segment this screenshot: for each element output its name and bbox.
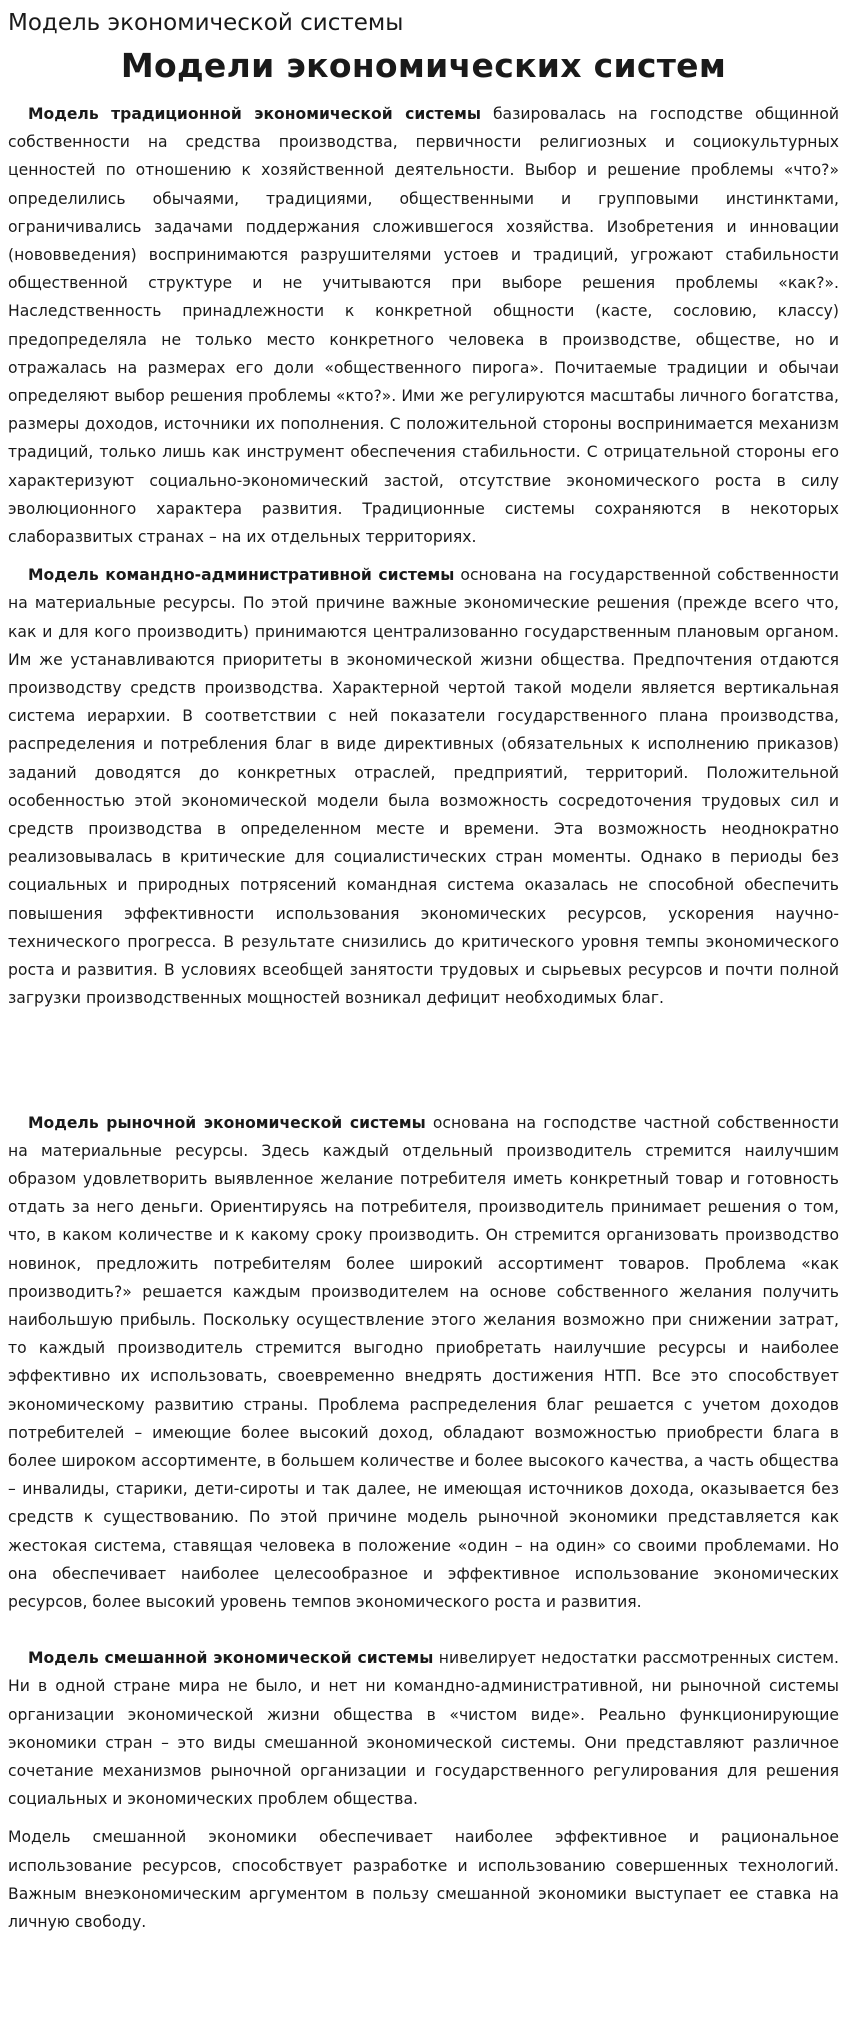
paragraph-mixed: [8, 1644, 839, 1813]
term-traditional: Модель традиционной экономической системы: [28, 105, 481, 123]
spacer: [8, 1013, 839, 1109]
text-traditional: базировалась на господстве общинной собственности на средства производства, первичности религиозных и социокультурных ценностей по отношению к хозяйственной деятельности. Выбор и решение проблемы «что?» определились обычаями, традициями, общественными и групповыми инстинктами, ограничивались задачами поддержания сложившегося хозяйства. Изобретения и инновации (нововведения) воспринимаются разрушителями устоев и традиций, угрожают стабильности общественной структуре и не учитываются при выборе решения проблемы «как?». Наследственность принадлежности к конкретной общности (касте, сословию, классу) предопределяла не только место конкретного человека в производстве, обществе, но и отражалась на размерах его доли «общественного пирога». Почитаемые традиции и обычаи определяют выбор решения проблемы «кто?». Ими же регулируются масштабы личного богатства, размеры доходов, источники их пополнения. С положительной стороны воспринимается механизм традиций, только лишь как инструмент обеспечения стабильности. С отрицательной стороны его характеризуют социально-экономический застой, отсутствие экономического роста в силу эволюционного характера развития. Традиционные системы сохраняются в некоторых слаборазвитых странах – на их отдельных территориях.: [8, 105, 839, 547]
paragraph-command: [8, 561, 839, 1012]
text-command: основана на государственной собственности на материальные ресурсы. По этой причине важные экономические решения (прежде всего что, как и для кого производить) принимаются централизованно государственным плановым органом. Им же устанавливаются приоритеты в экономической жизни общества. Предпочтения отдаются производству средств производства. Характерной чертой такой модели является вертикальная система иерархии. В соответствии с ней показатели государственного плана производства, распределения и потребления благ в виде директивных (обязательных к исполнению приказов) заданий доводятся до конкретных отраслей, предприятий, территорий. Положительной особенностью этой экономической модели была возможность сосредоточения трудовых сил и средств производства в определенном месте и времени. Эта возможность неоднократно реализовывалась в критические для социалистических стран моменты. Однако в периоды без социальных и природных потрясений командная система оказалась не способной обеспечить повышения эффективности использования экономических ресурсов, ускорения научно-технического прогресса. В результате снизились до критического уровня темпы экономического роста и развития. В условиях всеобщей занятости трудовых и сырьевых ресурсов и почти полной загрузки производственных мощностей возникал дефицит необходимых благ.: [8, 566, 839, 1008]
text-market: основана на господстве частной собственности на материальные ресурсы. Здесь каждый отдельный производитель стремится наилучшим образом удовлетворить выявленное желание потребителя иметь конкретный товар и готовность отдать за него деньги. Ориентируясь на потребителя, производитель принимает решения о том, что, в каком количестве и к какому сроку производить. Он стремится организовать производство новинок, предложить потребителям более широкий ассортимент товаров. Проблема «как производить?» решается каждым производителем на основе собственного желания получить наибольшую прибыль. Поскольку осуществление этого желания возможно при снижении затрат, то каждый производитель стремится выгодно приобретать наилучшие ресурсы и наиболее эффективно их использовать, своевременно внедрять достижения НТП. Все это способствует экономическому развитию страны. Проблема распределения благ решается с учетом доходов потребителей – имеющие более высокий доход, обладают возможностью приобрести блага в более широком ассортименте, в большем количестве и более высокого качества, а часть общества – инвалиды, старики, дети-сироты и так далее, не имеющая источников дохода, оказывается без средств к существованию. По этой причине модель рыночной экономики представляется как жестокая система, ставящая человека в положение «один – на один» со своими проблемами. Но она обеспечивает наиболее целесообразное и эффективное использование экономических ресурсов, более высокий уровень темпов экономического роста и развития.: [8, 1113, 839, 1611]
paragraph-market: [8, 1109, 839, 1617]
spacer: [8, 1813, 839, 1823]
term-command: Модель командно-административной системы: [28, 566, 455, 585]
spacer: [8, 1616, 839, 1644]
document-title: Модель экономической системы: [8, 10, 404, 36]
paragraph-closing: Модель смешанной экономики обеспечивает наиболее эффективное и рациональное использование ресурсов, способствует разработке и использованию совершенных технологий. Важным внеэкономическим аргументом в пользу смешанной экономики выступает ее ставка на личную свободу.: [8, 1828, 839, 1931]
term-mixed: Модель смешанной экономической системы: [28, 1649, 434, 1668]
spacer: [8, 551, 839, 561]
main-heading: Модели экономических систем: [120, 46, 727, 85]
paragraph-traditional: [8, 100, 839, 551]
text-mixed: нивелирует недостатки рассмотренных систем. Ни в одной стране мира не было, и нет ни командно-административной, ни рыночной системы организации экономической жизни общества в «чистом виде». Реально функционирующие экономики стран – это виды смешанной экономической системы. Они представляют различное сочетание механизмов рыночной организации и государственного регулирования для решения социальных и экономических проблем общества.: [8, 1649, 839, 1809]
term-market: Модель рыночной экономической системы: [28, 1113, 426, 1132]
